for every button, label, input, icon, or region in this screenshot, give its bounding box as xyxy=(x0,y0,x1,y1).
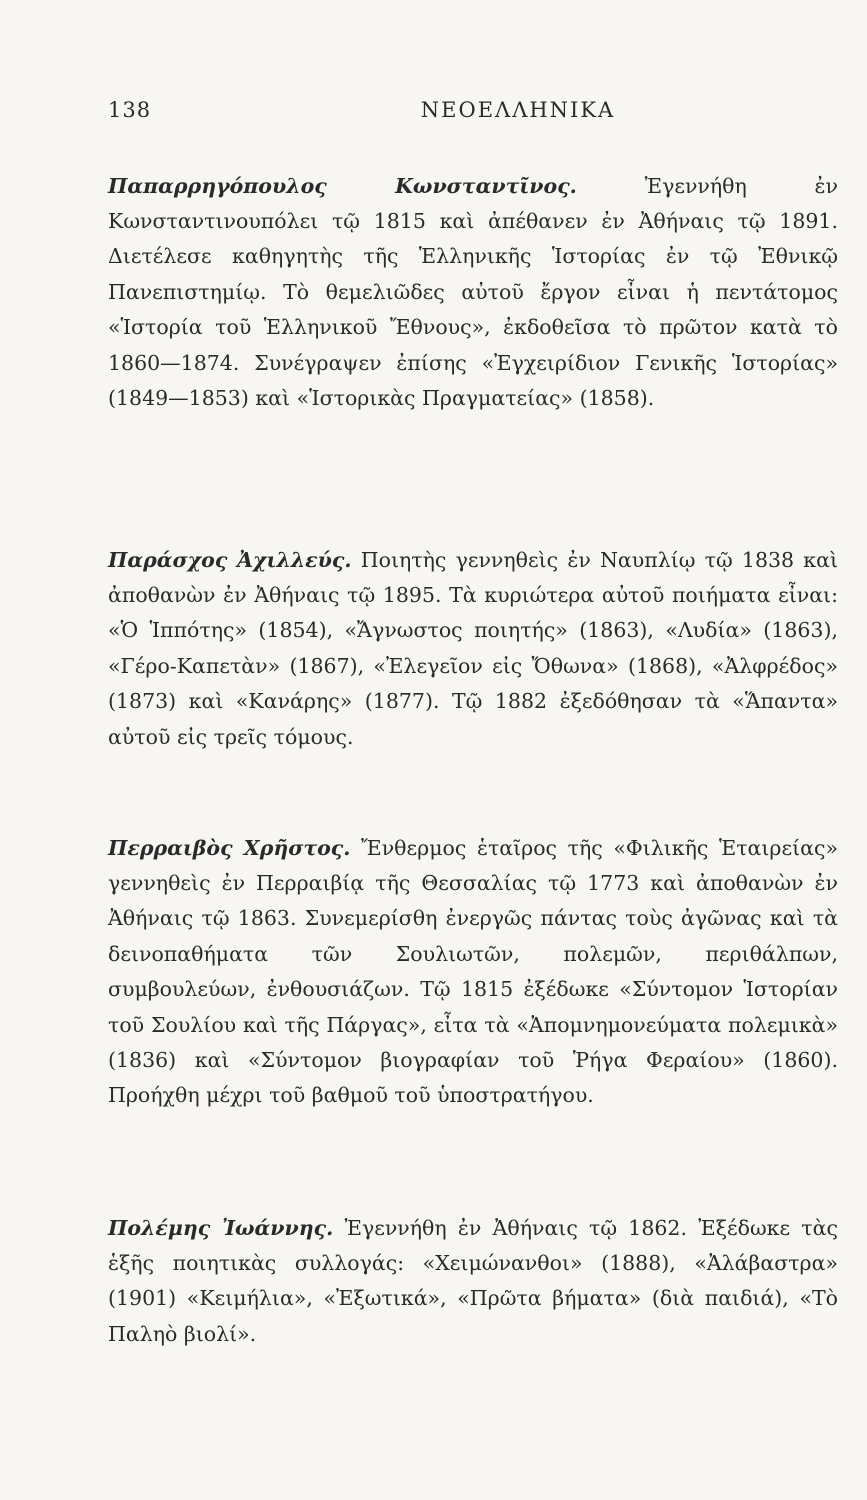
entry-text: Ἐγεννήθη ἐν Κωνσταντινουπόλει τῷ 1815 καὶ ἀπέθανεν ἐν Ἀθήναις τῷ 1891. Διετέλεσε καθηγητὴς τῆς Ἑλληνικῆς Ἱστορίας ἐν τῷ Ἐθνικῷ Πανεπιστημίῳ. Τὸ θεμελιῶδες αὐτοῦ ἔργον εἶναι ἡ πεντάτομος «Ἱστορία τοῦ Ἑλληνικοῦ Ἔθνους», ἐκδοθεῖσα τὸ πρῶτον κατὰ τὸ 1860—1874. Συνέγραψεν ἐπίσης «Ἐγχειρίδιον Γενικῆς Ἱστορίας» (1849—1853) καὶ «Ἱστορικὰς Πραγματείας» (1858). xyxy=(108,173,838,410)
entry-name: Παπαρρηγόπουλος Κωνσταντῖνος. xyxy=(108,173,577,198)
entry-name: Πολέμης Ἰωάννης. xyxy=(108,1215,334,1240)
page-number: 138 xyxy=(108,98,152,122)
entry-text: Ποιητὴς γεννηθεὶς ἐν Ναυπλίῳ τῷ 1838 καὶ ἀποθανὼν ἐν Ἀθήναις τῷ 1895. Τὰ κυριώτερα αὐτοῦ ποιήματα εἶναι: «Ὁ Ἱππότης» (1854), «Ἄγνωστος ποιητής» (1863), «Λυδία» (1863), «Γέρο-Καπετὰν» (1867), «Ἐλεγεῖον εἰς Ὄθωνα» (1868), «Ἀλφρέδος» (1873) καὶ «Κανάρης» (1877). Τῷ 1882 ἐξεδόθησαν τὰ «Ἅπαντα» αὐτοῦ εἰς τρεῖς τόμους. xyxy=(108,547,838,749)
running-title: ΝΕΟΕΛΛΗΝΙΚΑ xyxy=(420,98,616,122)
entry-name: Περραιβὸς Χρῆστος. xyxy=(108,835,351,860)
biography-entry xyxy=(108,169,838,417)
biography-entry xyxy=(108,1211,838,1353)
entry-text: Ἔνθερμος ἑταῖρος τῆς «Φιλικῆς Ἑταιρείας» γεννηθεὶς ἐν Περραιβίᾳ τῆς Θεσσαλίας τῷ 1773 καὶ ἀποθανὼν ἐν Ἀθήναις τῷ 1863. Συνεμερίσθη ἐνεργῶς πάντας τοὺς ἀγῶνας καὶ τὰ δεινοπαθήματα τῶν Σουλιωτῶν, πολεμῶν, περιθάλπων, συμβουλεύων, ἐνθουσιάζων. Τῷ 1815 ἐξέδωκε «Σύντομον Ἱστορίαν τοῦ Σουλίου καὶ τῆς Πάργας», εἶτα τὰ «Ἀπομνημονεύματα πολεμικὰ» (1836) καὶ «Σύντομον βιογραφίαν τοῦ Ῥήγα Φεραίου» (1860). Προήχθη μέχρι τοῦ βαθμοῦ τοῦ ὑποστρατήγου. xyxy=(108,835,838,1108)
entry-text: Ἐγεννήθη ἐν Ἀθήναις τῷ 1862. Ἐξέδωκε τὰς ἑξῆς ποιητικὰς συλλογάς: «Χειμώνανθοι» (1888), «Ἀλάβαστρα» (1901) «Κειμήλια», «Ἐξωτικά», «Πρῶτα βήματα» (διὰ παιδιά), «Τὸ Παληὸ βιολί». xyxy=(108,1215,838,1346)
biography-entry xyxy=(108,831,838,1114)
biography-entry xyxy=(108,543,838,755)
entry-name: Παράσχος Ἀχιλλεύς. xyxy=(108,547,352,572)
page-header xyxy=(108,98,838,128)
